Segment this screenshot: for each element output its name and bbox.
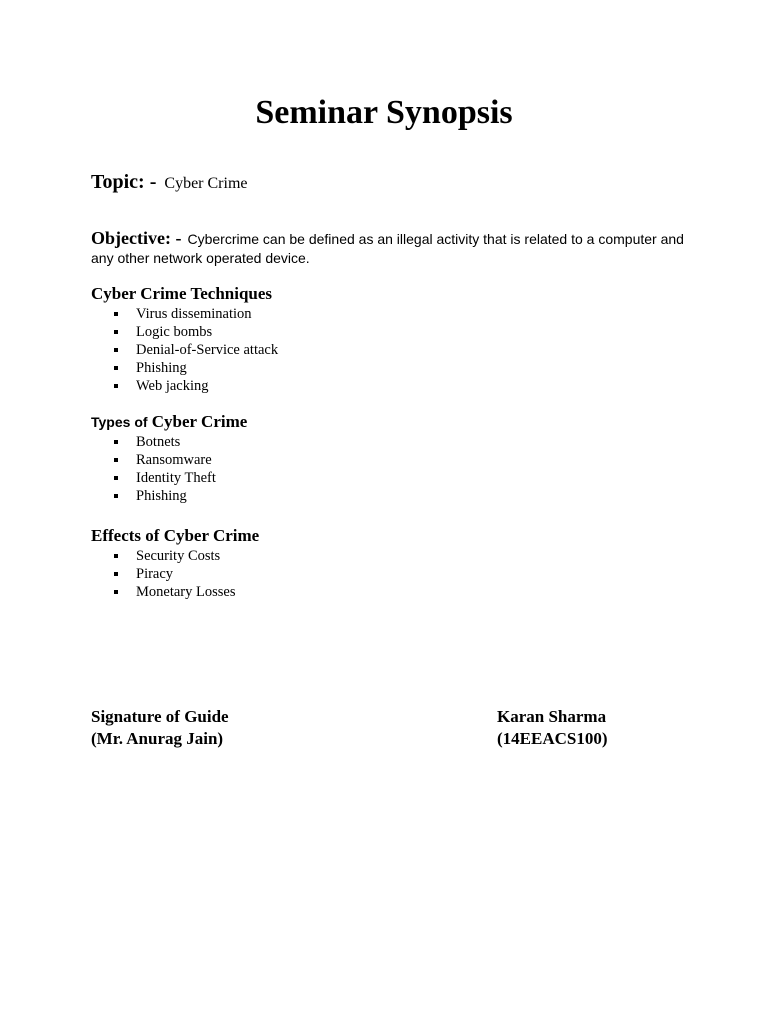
square-bullet-icon [114,330,118,334]
list-item-label: Phishing [136,488,187,504]
types-heading-prefix: Types of [91,414,148,430]
square-bullet-icon [114,590,118,594]
guide-signature-label: Signature of Guide [91,707,229,726]
techniques-list [91,305,278,395]
guide-name: (Mr. Anurag Jain) [91,729,224,748]
effects-heading: Effects of Cyber Crime [91,526,260,545]
list-item-label: Logic bombs [136,324,213,340]
list-item [136,547,259,565]
list-item-label: Denial-of-Service attack [136,342,279,358]
list-item-label: Monetary Losses [136,584,236,600]
list-item [136,565,259,583]
list-item [136,305,278,323]
objective-text: Cybercrime can be defined as an illegal activity that is related to a computer and any other network operated device. [91,231,684,266]
topic-label: Topic: - [91,171,157,193]
topic-value: Cyber Crime [164,175,248,192]
objective-paragraph [91,229,691,268]
types-section [91,411,247,505]
list-item [136,377,278,395]
list-item-label: Botnets [136,434,181,450]
effects-list [91,547,259,601]
objective-label: Objective: - [91,228,182,248]
square-bullet-icon [114,476,118,480]
list-item [136,583,259,601]
student-roll-number: (14EEACS100) [497,729,608,748]
list-item-label: Virus dissemination [136,306,252,322]
square-bullet-icon [114,348,118,352]
square-bullet-icon [114,312,118,316]
list-item [136,451,247,469]
types-list [91,433,247,505]
square-bullet-icon [114,440,118,444]
types-heading-rest: Cyber Crime [151,412,248,431]
square-bullet-icon [114,572,118,576]
techniques-section [91,283,278,395]
list-item-label: Security Costs [136,548,221,564]
square-bullet-icon [114,366,118,370]
list-item [136,433,247,451]
topic-line [91,171,247,194]
effects-section [91,525,259,601]
guide-signature-block [91,706,229,750]
list-item [136,487,247,505]
square-bullet-icon [114,384,118,388]
techniques-heading: Cyber Crime Techniques [91,284,273,303]
list-item-label: Phishing [136,360,187,376]
types-heading [91,411,247,433]
list-item-label: Identity Theft [136,470,216,486]
student-signature-block [497,706,608,750]
list-item [136,323,278,341]
page-title: Seminar Synopsis [255,94,513,131]
list-item-label: Ransomware [136,452,212,468]
square-bullet-icon [114,458,118,462]
list-item-label: Piracy [136,566,174,582]
square-bullet-icon [114,494,118,498]
list-item [136,359,278,377]
list-item [136,469,247,487]
student-name: Karan Sharma [497,707,607,726]
square-bullet-icon [114,554,118,558]
list-item [136,341,278,359]
list-item-label: Web jacking [136,378,209,394]
